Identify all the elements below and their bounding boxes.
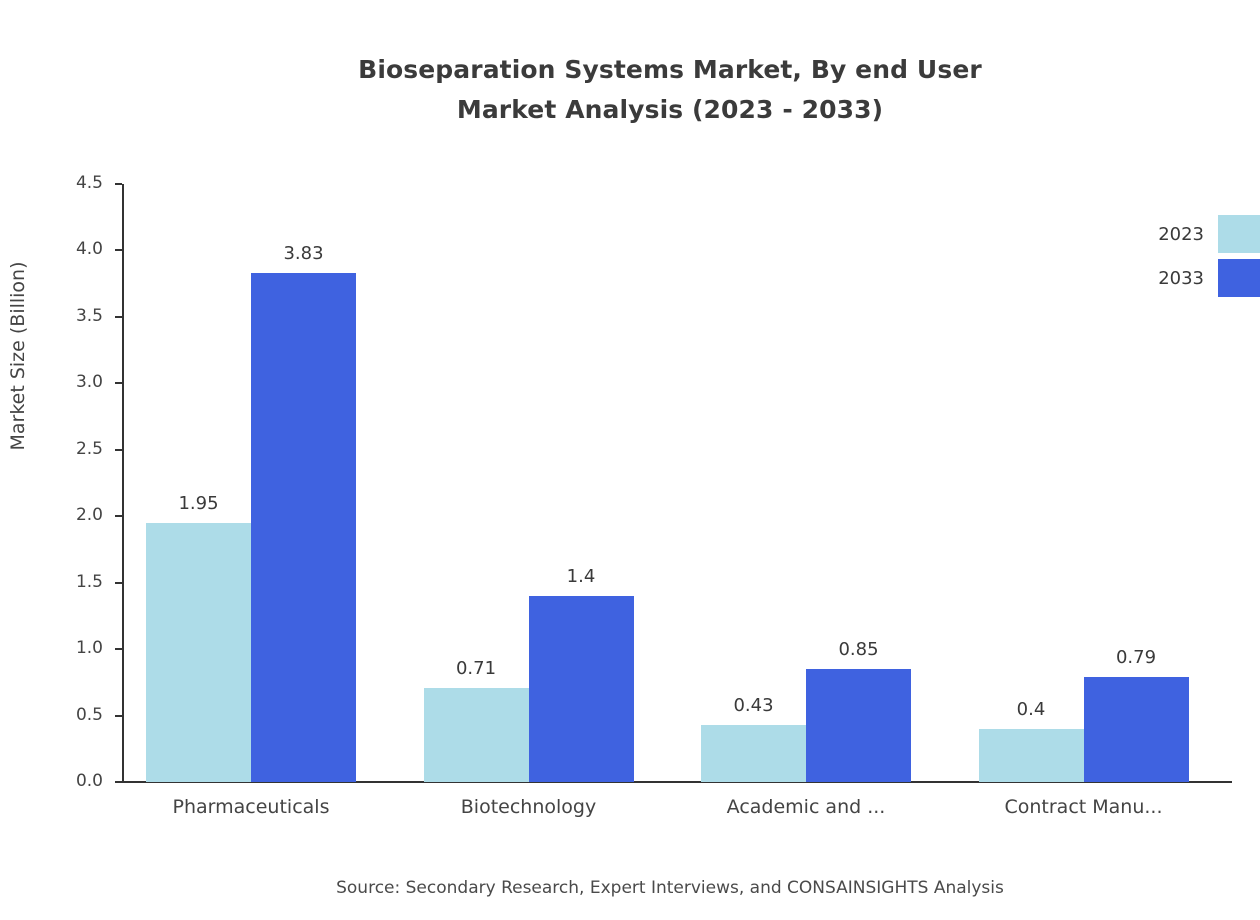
y-tick-label: 3.5 [75,305,103,326]
bar-value-label: 1.95 [178,492,219,514]
bar-value-label: 0.85 [838,639,879,661]
y-axis-line [122,184,124,782]
y-tick-mark [75,505,122,526]
bar-2023-0[interactable] [146,492,251,782]
y-tick-label: 1.0 [75,638,103,659]
bar-2033-1[interactable] [529,565,634,782]
bar-2023-3[interactable] [979,698,1084,782]
bar-2033-2[interactable] [806,639,911,782]
bar-value-label: 0.71 [455,657,497,679]
y-tick-mark [75,173,122,193]
legend-swatch-2033 [1218,259,1260,297]
y-tick-label: 4.5 [75,173,103,193]
bar-value-label: 1.4 [566,565,596,587]
y-tick-mark [75,438,122,459]
y-tick-label: 2.0 [75,505,103,526]
chart-subtitle: Market Analysis (2023 - 2033) [456,95,884,124]
chart-legend [1120,212,1260,300]
bar-group [701,184,911,818]
x-category-label: Contract Manu... [1004,796,1163,818]
bar-group [424,184,634,818]
bar-value-label: 0.43 [733,694,774,716]
y-tick-mark [75,571,122,592]
bar-value-label: 0.79 [1115,647,1157,669]
x-category-label: Pharmaceuticals [172,796,330,818]
y-axis-title: Market Size (Billion) [7,261,29,451]
y-tick-label: 0.5 [75,704,103,725]
bar-2033-3[interactable] [1084,647,1189,782]
legend-label-2033: 2033 [1158,267,1204,289]
y-tick-mark [75,305,122,326]
x-category-label: Academic and ... [726,796,886,818]
legend-label-2023: 2023 [1158,223,1204,245]
y-tick-label: 1.5 [75,571,103,592]
y-tick-label: 3.0 [75,372,103,393]
x-category-label: Biotechnology [460,796,597,818]
y-tick-mark [75,771,122,791]
bar-2023-1[interactable] [424,657,529,782]
y-tick-mark [75,372,122,393]
chart-title-block [0,50,1260,130]
bar-2033-0[interactable] [251,243,356,782]
chart-title: Bioseparation Systems Market, By end User [358,55,982,84]
plot-area [75,173,1232,818]
y-tick-mark [75,704,122,725]
y-tick-label: 0.0 [75,771,103,791]
y-tick-label: 4.0 [75,239,103,260]
bar-2023-2[interactable] [701,694,806,782]
bar-value-label: 0.4 [1016,698,1046,720]
source-note: Source: Secondary Research, Expert Interviews, and CONSAINSIGHTS Analysis [336,878,1004,898]
legend-swatch-2023 [1218,215,1260,253]
legend-item-2033[interactable] [1120,256,1260,300]
bar-value-label: 3.83 [283,243,324,265]
y-tick-mark [75,638,122,659]
legend-item-2023[interactable] [1120,212,1260,256]
bar-group [146,184,356,818]
y-tick-label: 2.5 [75,438,103,459]
y-tick-mark [75,239,122,260]
